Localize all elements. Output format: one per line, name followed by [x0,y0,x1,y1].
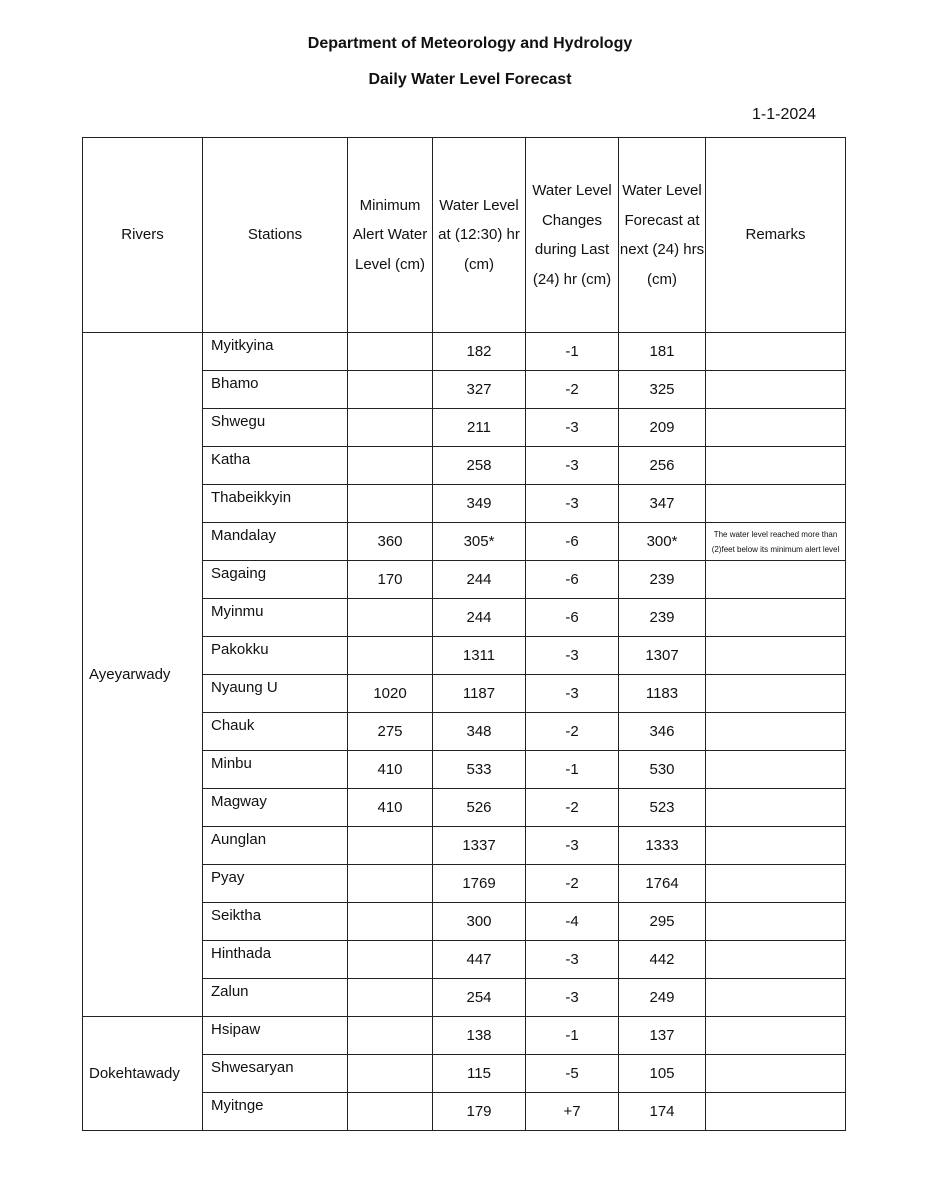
remark-cell [706,1017,846,1055]
min-alert-level-cell [348,1055,433,1093]
level-change-cell: -2 [526,865,619,903]
min-alert-level-cell: 1020 [348,675,433,713]
water-level-cell: 244 [433,599,526,637]
level-change-cell: +7 [526,1093,619,1131]
level-change-cell: -1 [526,333,619,371]
station-cell: Aunglan [203,827,348,865]
water-level-cell: 447 [433,941,526,979]
remark-cell [706,865,846,903]
remark-cell [706,637,846,675]
water-level-cell: 211 [433,409,526,447]
station-cell: Chauk [203,713,348,751]
forecast-cell: 1307 [619,637,706,675]
water-level-cell: 115 [433,1055,526,1093]
water-level-cell: 179 [433,1093,526,1131]
forecast-cell: 209 [619,409,706,447]
level-change-cell: -2 [526,789,619,827]
station-cell: Sagaing [203,561,348,599]
level-change-cell: -2 [526,713,619,751]
station-cell: Zalun [203,979,348,1017]
water-level-cell: 1187 [433,675,526,713]
remark-cell [706,1055,846,1093]
min-alert-level-cell [348,599,433,637]
remark-cell [706,599,846,637]
column-header-min-alert-level: Minimum Alert Water Level (cm) [348,138,433,333]
report-date: 1-1-2024 [752,106,817,123]
remark-cell [706,561,846,599]
station-cell: Pakokku [203,637,348,675]
water-level-cell: 138 [433,1017,526,1055]
level-change-cell: -3 [526,637,619,675]
forecast-cell: 295 [619,903,706,941]
station-cell: Magway [203,789,348,827]
water-level-cell: 182 [433,333,526,371]
water-level-cell: 254 [433,979,526,1017]
min-alert-level-cell: 410 [348,751,433,789]
forecast-cell: 442 [619,941,706,979]
min-alert-level-cell: 170 [348,561,433,599]
station-cell: Mandalay [203,523,348,561]
water-level-cell: 244 [433,561,526,599]
forecast-cell: 249 [619,979,706,1017]
forecast-cell: 181 [619,333,706,371]
water-level-cell: 349 [433,485,526,523]
station-cell: Pyay [203,865,348,903]
remark-cell [706,333,846,371]
min-alert-level-cell [348,827,433,865]
water-level-cell: 300 [433,903,526,941]
remark-cell [706,979,846,1017]
river-name-cell: Dokehtawady [83,1017,203,1131]
forecast-cell: 346 [619,713,706,751]
min-alert-level-cell [348,1093,433,1131]
remark-cell [706,941,846,979]
table-row [83,1017,846,1055]
forecast-cell: 300* [619,523,706,561]
river-name-cell: Ayeyarwady [83,333,203,1017]
remark-cell [706,675,846,713]
station-cell: Hinthada [203,941,348,979]
column-header-level-changes: Water Level Changes during Last (24) hr (cm) [526,138,619,333]
station-cell: Myitnge [203,1093,348,1131]
min-alert-level-cell [348,941,433,979]
forecast-cell: 1333 [619,827,706,865]
forecast-cell: 239 [619,561,706,599]
min-alert-level-cell [348,333,433,371]
document-title: Department of Meteorology and Hydrology [307,35,633,52]
table-body [83,333,846,1131]
column-header-water-level: Water Level at (12:30) hr (cm) [433,138,526,333]
forecast-cell: 239 [619,599,706,637]
level-change-cell: -3 [526,827,619,865]
level-change-cell: -1 [526,751,619,789]
remark-cell [706,789,846,827]
column-header-stations: Stations [203,138,348,333]
station-cell: Hsipaw [203,1017,348,1055]
water-level-cell: 327 [433,371,526,409]
min-alert-level-cell [348,1017,433,1055]
column-header-rivers: Rivers [83,138,203,333]
remark-cell [706,409,846,447]
forecast-cell: 174 [619,1093,706,1131]
forecast-cell: 256 [619,447,706,485]
level-change-cell: -3 [526,485,619,523]
document-subtitle: Daily Water Level Forecast [368,71,572,88]
station-cell: Thabeikkyin [203,485,348,523]
remark-cell [706,713,846,751]
remark-cell [706,371,846,409]
level-change-cell: -3 [526,979,619,1017]
forecast-cell: 105 [619,1055,706,1093]
remark-cell [706,903,846,941]
remark-cell [706,485,846,523]
forecast-cell: 1764 [619,865,706,903]
level-change-cell: -6 [526,561,619,599]
station-cell: Nyaung U [203,675,348,713]
forecast-cell: 137 [619,1017,706,1055]
station-cell: Katha [203,447,348,485]
forecast-cell: 1183 [619,675,706,713]
level-change-cell: -3 [526,941,619,979]
level-change-cell: -3 [526,447,619,485]
water-level-cell: 1311 [433,637,526,675]
column-header-forecast: Water Level Forecast at next (24) hrs (cm) [619,138,706,333]
level-change-cell: -6 [526,599,619,637]
remark-cell [706,447,846,485]
station-cell: Shwesaryan [203,1055,348,1093]
level-change-cell: -3 [526,675,619,713]
water-level-cell: 1337 [433,827,526,865]
min-alert-level-cell [348,865,433,903]
min-alert-level-cell [348,409,433,447]
min-alert-level-cell [348,903,433,941]
water-level-cell: 305* [433,523,526,561]
level-change-cell: -4 [526,903,619,941]
remark-cell [706,827,846,865]
station-cell: Minbu [203,751,348,789]
min-alert-level-cell: 275 [348,713,433,751]
min-alert-level-cell [348,485,433,523]
min-alert-level-cell: 410 [348,789,433,827]
min-alert-level-cell [348,371,433,409]
forecast-cell: 325 [619,371,706,409]
forecast-cell: 530 [619,751,706,789]
level-change-cell: -1 [526,1017,619,1055]
station-cell: Myinmu [203,599,348,637]
remark-cell: The water level reached more than (2)feet below its minimum alert level [706,523,846,561]
station-cell: Shwegu [203,409,348,447]
water-level-cell: 258 [433,447,526,485]
forecast-cell: 347 [619,485,706,523]
table-header-row [83,138,846,333]
column-header-remarks: Remarks [706,138,846,333]
water-level-cell: 526 [433,789,526,827]
level-change-cell: -5 [526,1055,619,1093]
min-alert-level-cell [348,979,433,1017]
remark-cell [706,1093,846,1131]
station-cell: Bhamo [203,371,348,409]
forecast-cell: 523 [619,789,706,827]
station-cell: Myitkyina [203,333,348,371]
level-change-cell: -3 [526,409,619,447]
min-alert-level-cell [348,637,433,675]
station-cell: Seiktha [203,903,348,941]
water-level-table [82,137,846,1131]
water-level-cell: 533 [433,751,526,789]
water-level-cell: 348 [433,713,526,751]
min-alert-level-cell: 360 [348,523,433,561]
level-change-cell: -6 [526,523,619,561]
remark-cell [706,751,846,789]
water-level-cell: 1769 [433,865,526,903]
table-row [83,333,846,371]
min-alert-level-cell [348,447,433,485]
level-change-cell: -2 [526,371,619,409]
